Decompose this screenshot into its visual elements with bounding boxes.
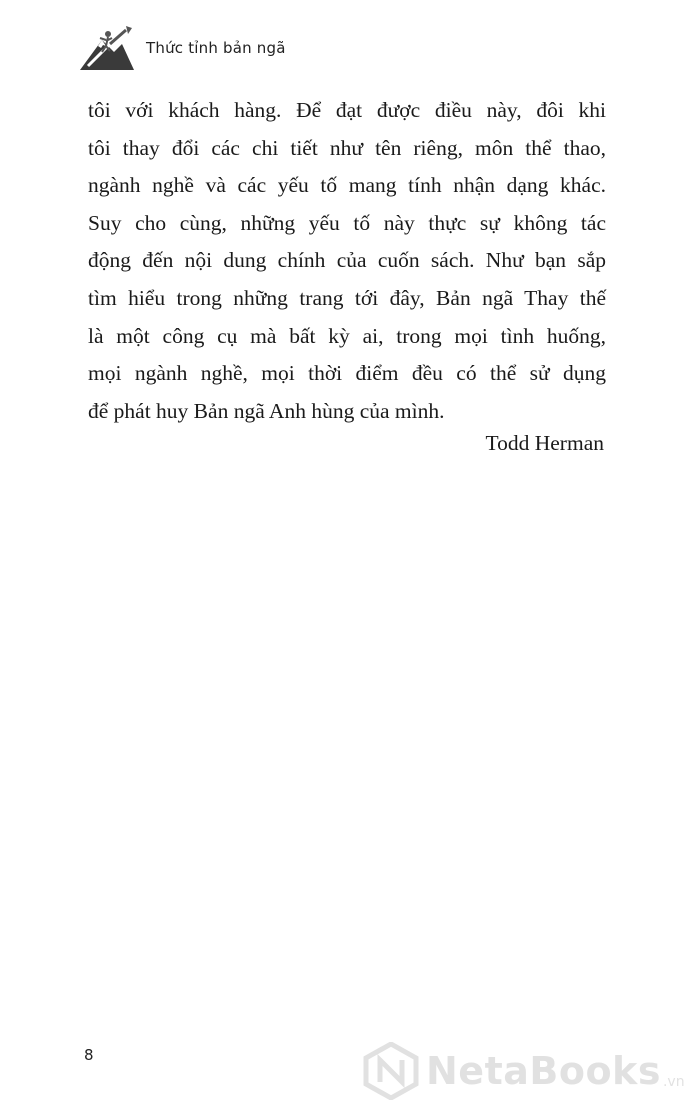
- body-line: để phát huy Bản ngã Anh hùng của mình.: [88, 398, 445, 423]
- body-line: ngành nghề và các yếu tố mang tính nhận dạng khác.: [88, 173, 606, 198]
- watermark-suffix: .vn: [662, 1074, 685, 1090]
- body-line: tôi với khách hàng. Để đạt được điều này, đôi khi: [88, 98, 606, 122]
- netabooks-logo-icon: [362, 1042, 420, 1100]
- author-signature: Todd Herman: [485, 431, 604, 455]
- page-number: 8: [84, 1046, 94, 1064]
- body-line: tôi thay đổi các chi tiết như tên riêng, môn thể thao,: [88, 135, 606, 160]
- body-line: động đến nội dung chính của cuốn sách. Như bạn sắp: [88, 248, 606, 273]
- page-header: [80, 26, 286, 70]
- body-line: là một công cụ mà bất kỳ ai, trong mọi tình huống,: [88, 323, 606, 348]
- watermark: [362, 1042, 685, 1100]
- running-title: Thức tỉnh bản ngã: [146, 39, 286, 57]
- body-line: Suy cho cùng, những yếu tố này thực sự không tác: [88, 210, 606, 235]
- body-text: [88, 92, 606, 430]
- watermark-text: NetaBooks: [426, 1049, 661, 1093]
- body-line: mọi ngành nghề, mọi thời điểm đều có thể sử dụng: [88, 361, 606, 386]
- body-line: tìm hiểu trong những trang tới đây, Bản ngã Thay thế: [88, 285, 606, 310]
- mountain-climber-icon: [80, 26, 134, 70]
